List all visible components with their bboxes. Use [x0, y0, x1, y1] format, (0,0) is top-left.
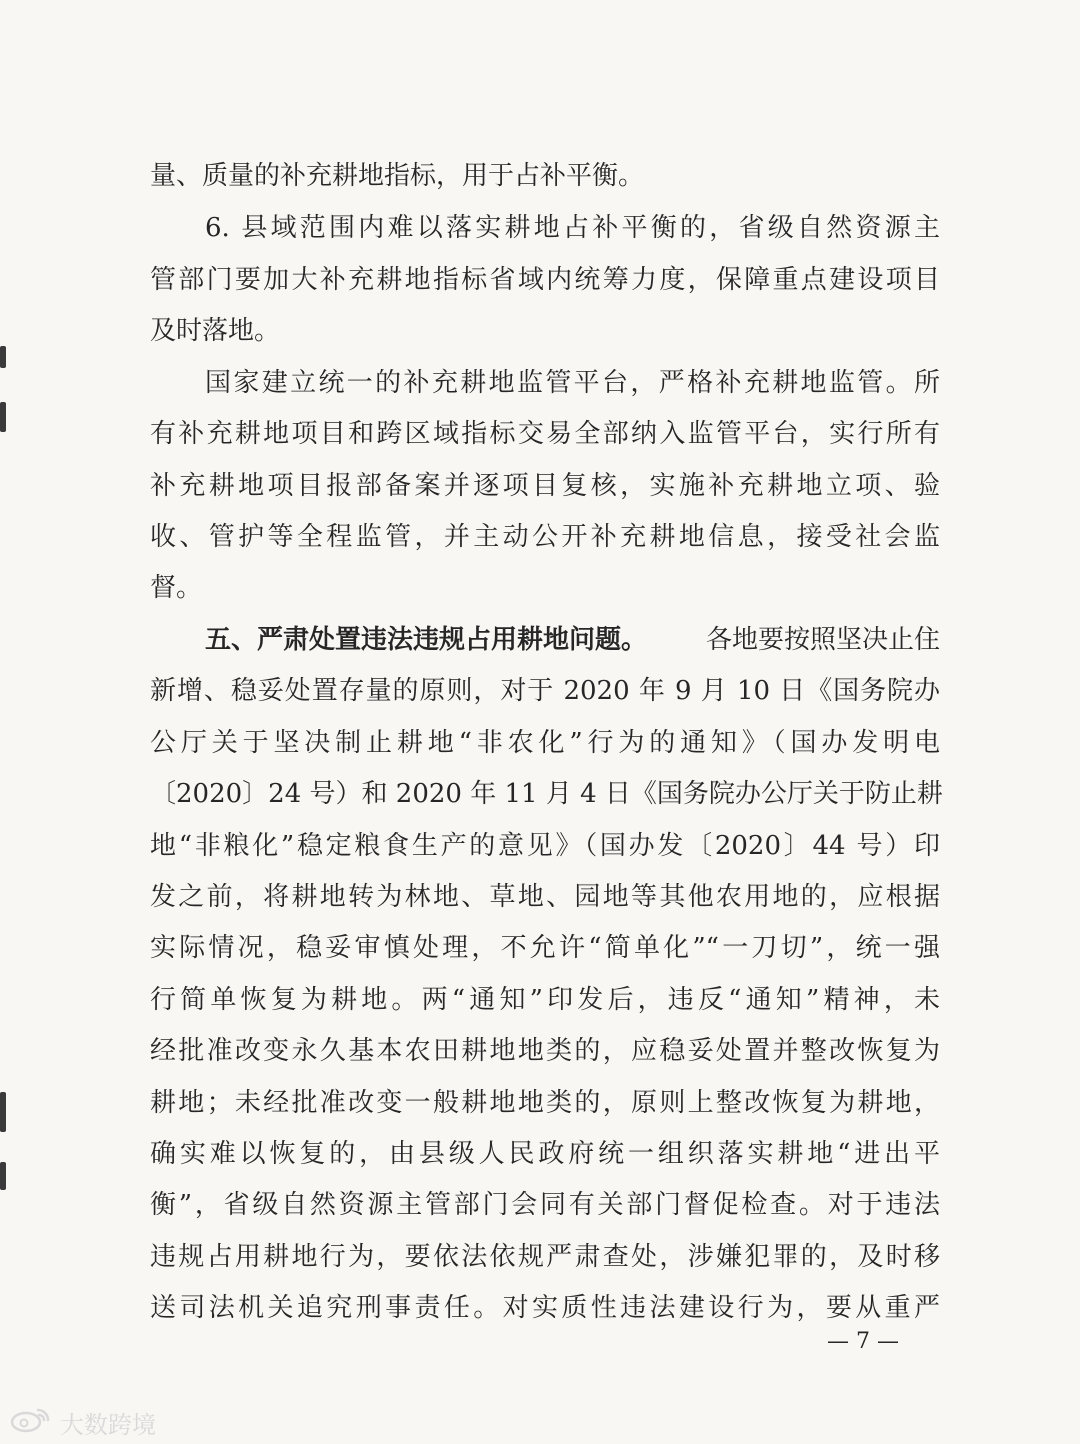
- page-number: — 7 —: [827, 1329, 899, 1354]
- scan-edge-mark: [0, 402, 6, 432]
- text-line: 6. 县域范围内难以落实耕地占补平衡的，省级自然资源主: [205, 213, 940, 243]
- text-line: 违规占用耕地行为，要依法依规严肃查处，涉嫌犯罪的，及时移: [150, 1242, 940, 1272]
- text-line: 补充耕地项目报部备案并逐项目复核，实施补充耕地立项、验: [150, 471, 940, 501]
- watermark-text: 大数跨境: [60, 1410, 156, 1439]
- text-line: 有补充耕地项目和跨区域指标交易全部纳入监管平台，实行所有: [150, 419, 940, 449]
- text-line: 及时落地。: [150, 316, 281, 346]
- text-line: 耕地；未经批准改变一般耕地地类的，原则上整改恢复为耕地，: [150, 1088, 940, 1118]
- text-line: 发之前，将耕地转为林地、草地、园地等其他农用地的，应根据: [150, 882, 940, 912]
- scan-edge-mark: [0, 346, 6, 368]
- text-line: 衡”，省级自然资源主管部门会同有关部门督促检查。对于违法: [150, 1190, 940, 1220]
- text-line: 经批准改变永久基本农田耕地地类的，应稳妥处置并整改恢复为: [150, 1036, 940, 1066]
- text-line: 收、管护等全程监管，并主动公开补充耕地信息，接受社会监: [150, 522, 940, 552]
- weibo-logo-icon: [8, 1404, 54, 1440]
- section-heading-continuation: 各地要按照坚决止住: [705, 625, 940, 655]
- text-line: 实际情况，稳妥审慎处理，不允许“简单化”“一刀切”，统一强: [150, 933, 940, 963]
- text-line: 管部门要加大补充耕地指标省域内统筹力度，保障重点建设项目: [150, 265, 940, 295]
- text-line: 量、质量的补充耕地指标，用于占补平衡。: [150, 161, 645, 191]
- section-heading: 五、严肃处置违法违规占用耕地问题。: [205, 625, 648, 655]
- text-line: 新增、稳妥处置存量的原则，对于 2020 年 9 月 10 日《国务院办: [150, 676, 940, 706]
- scan-edge-mark: [0, 1162, 6, 1190]
- text-line: 行简单恢复为耕地。两“通知”印发后，违反“通知”精神，未: [150, 985, 940, 1015]
- text-line: 〔2020〕24 号）和 2020 年 11 月 4 日《国务院办公厅关于防止耕: [150, 779, 943, 809]
- section-heading-line: [205, 620, 940, 660]
- text-line: 送司法机关追究刑事责任。对实质性违法建设行为，要从重严: [150, 1293, 940, 1323]
- text-line: 公厅关于坚决制止耕地“非农化”行为的通知》（国办发明电: [150, 728, 940, 758]
- text-line: 国家建立统一的补充耕地监管平台，严格补充耕地监管。所: [205, 368, 940, 398]
- scan-edge-mark: [0, 1092, 6, 1132]
- text-line: 督。: [150, 573, 203, 603]
- text-line: 地“非粮化”稳定粮食生产的意见》（国办发〔2020〕44 号）印: [150, 831, 940, 861]
- watermark: [8, 1404, 156, 1440]
- text-line: 确实难以恢复的，由县级人民政府统一组织落实耕地“进出平: [150, 1139, 940, 1169]
